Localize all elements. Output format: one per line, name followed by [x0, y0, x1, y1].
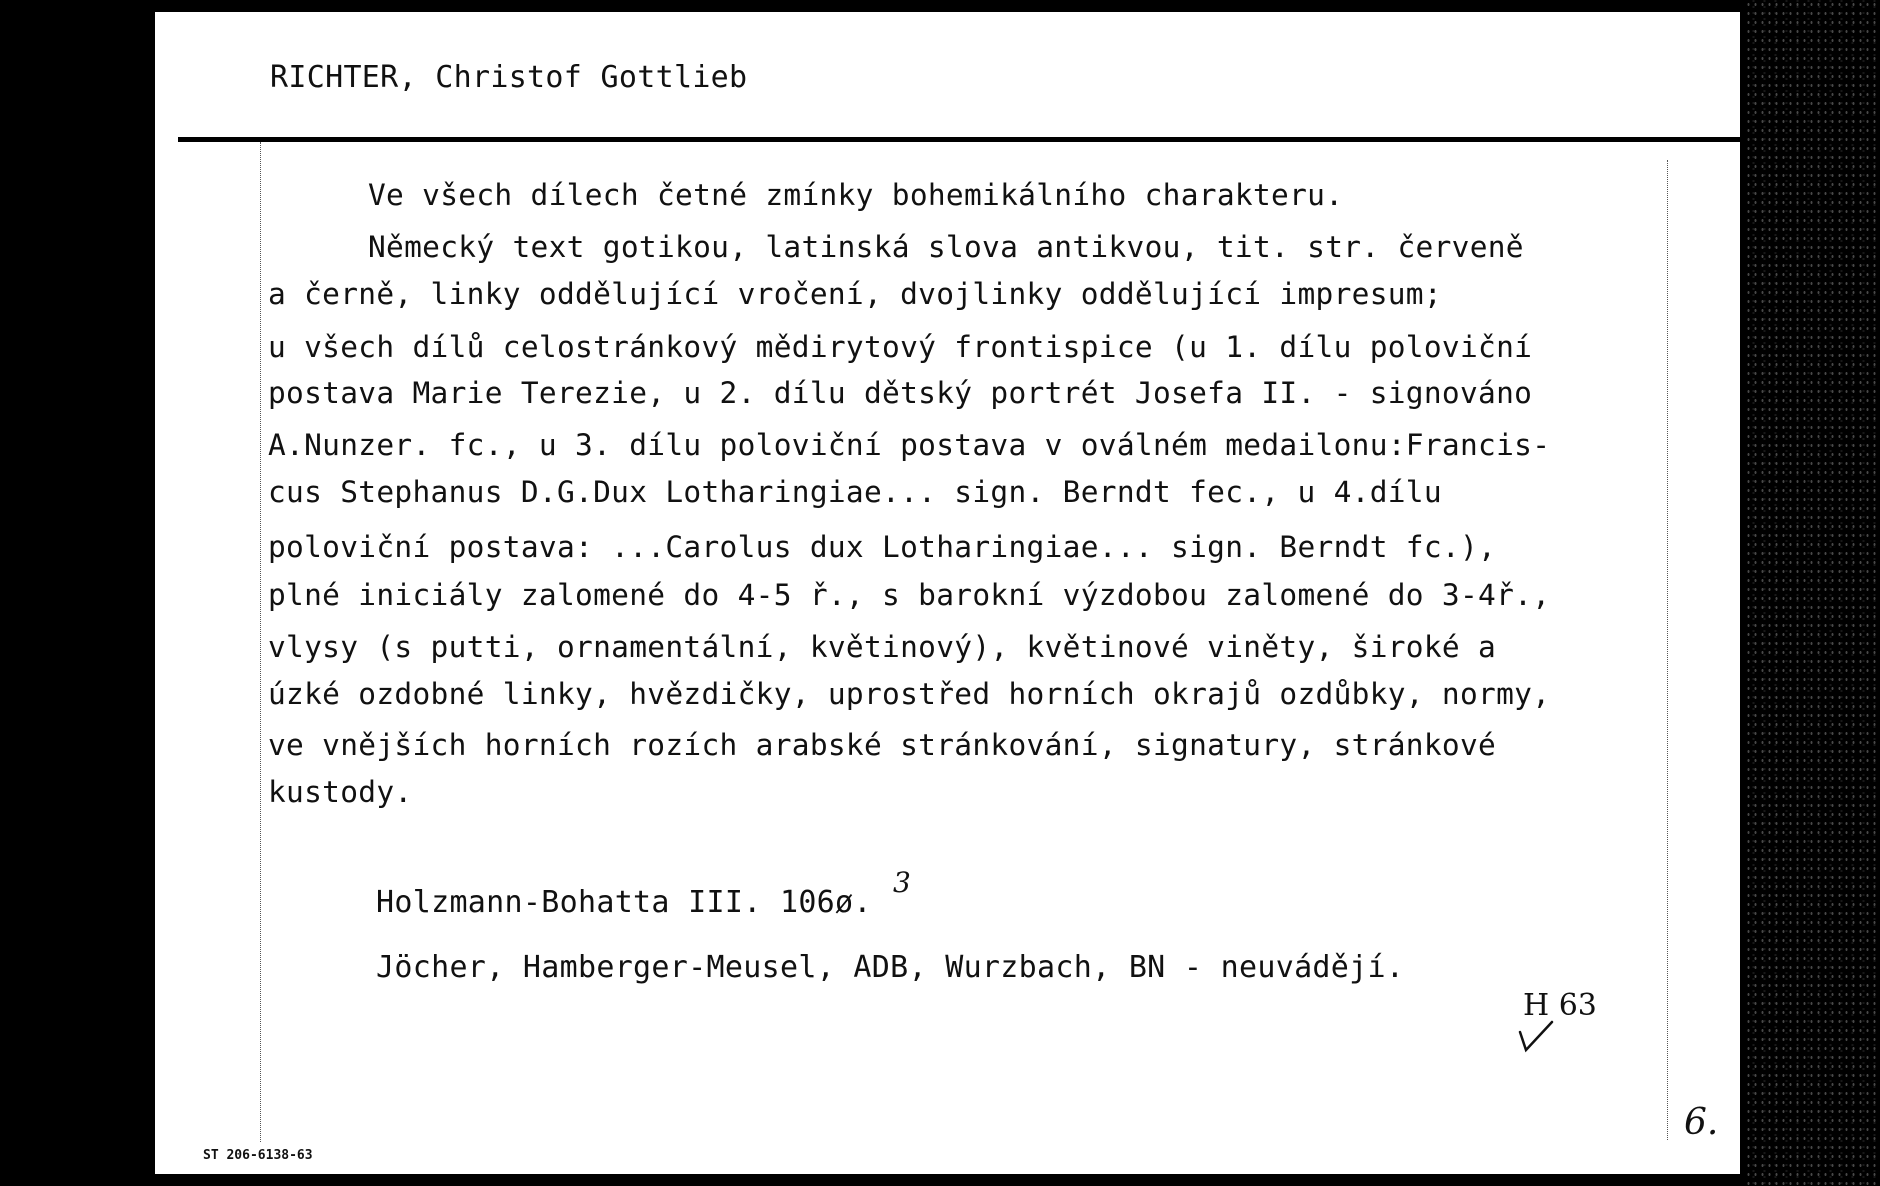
- body-line: A.Nunzer. fc., u 3. dílu poloviční postava v oválném medailonu:Francis-: [268, 428, 1551, 462]
- check-mark-icon: [1518, 1018, 1558, 1058]
- body-line: poloviční postava: ...Carolus dux Lotharingiae... sign. Berndt fc.),: [268, 530, 1497, 564]
- body-line: u všech dílů celostránkový mědirytový frontispice (u 1. dílu poloviční: [268, 330, 1533, 364]
- body-line: postava Marie Terezie, u 2. dílu dětský portrét Josefa II. - signováno: [268, 376, 1533, 410]
- handwritten-page-number: 6.: [1684, 1102, 1719, 1143]
- body-line: Ve všech dílech četné zmínky bohemikálního charakteru.: [368, 178, 1344, 212]
- body-line: vlysy (s putti, ornamentální, květinový), květinové viněty, široké a: [268, 630, 1497, 664]
- body-line: a černě, linky oddělující vročení, dvojlinky oddělující impresum;: [268, 277, 1442, 311]
- reference-holzmann: Holzmann-Bohatta III. 106ø.: [376, 885, 872, 920]
- body-line: Německý text gotikou, latinská slova antikvou, tit. str. červeně: [368, 230, 1524, 264]
- right-margin-line: [1667, 160, 1668, 1140]
- print-stamp: ST 206-6138-63: [203, 1148, 313, 1163]
- left-margin-line: [260, 142, 261, 1142]
- handwritten-superscript: 3: [893, 866, 911, 899]
- body-line: ve vnějších horních rozích arabské stránkování, signatury, stránkové: [268, 728, 1497, 762]
- body-line: plné iniciály zalomené do 4-5 ř., s barokní výzdobou zalomené do 3-4ř.,: [268, 578, 1551, 612]
- card-heading: RICHTER, Christof Gottlieb: [270, 60, 748, 95]
- reference-other-sources: Jöcher, Hamberger-Meusel, ADB, Wurzbach, BN - neuvádějí.: [376, 950, 1405, 985]
- body-line: kustody.: [268, 775, 413, 809]
- body-line: úzké ozdobné linky, hvězdičky, uprostřed horních okrajů ozdůbky, normy,: [268, 677, 1551, 711]
- body-line: cus Stephanus D.G.Dux Lotharingiae... sign. Berndt fec., u 4.dílu: [268, 475, 1442, 509]
- handwritten-note: H 63: [1523, 988, 1597, 1023]
- header-rule: [178, 137, 1740, 142]
- scan-edge-noise: [1745, 0, 1880, 1186]
